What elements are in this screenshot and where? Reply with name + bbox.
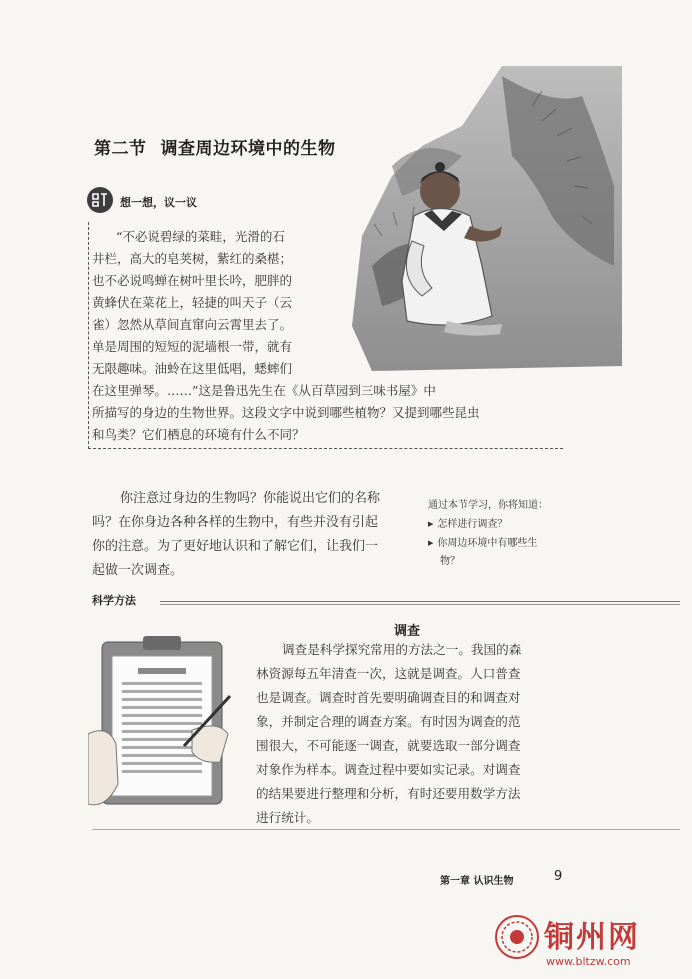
learning-goal-item: ▶ 你周边环境中有哪些生 <box>428 538 538 549</box>
intro-line: 吗？在你身边各种各样的生物中，有些并没有引起 <box>92 515 379 530</box>
triangle-bullet-icon: ▶ <box>428 520 434 528</box>
quote-line: 黄蜂伏在菜花上，轻捷的叫天子（云 <box>92 295 293 310</box>
quote-line: 单是周围的短短的泥墙根一带，就有 <box>92 339 293 354</box>
learning-goals-box <box>428 496 598 571</box>
divider <box>160 601 680 602</box>
triangle-bullet-icon: ▶ <box>428 539 434 547</box>
learning-goal-item: ▶ 怎样进行调查？ <box>428 519 508 530</box>
quote-line: 在这里弹琴。……”这是鲁迅先生在《从百草园到三味书屋》中 <box>92 383 436 398</box>
survey-line: 也是调查。调查时首先要明确调查目的和调查对 <box>256 690 521 705</box>
survey-line: 象，并制定合理的调查方案。有时因为调查的范 <box>256 714 521 729</box>
footer-chapter: 第一章 认识生物 <box>440 876 514 887</box>
quote-line: 雀）忽然从草间直窜向云霄里去了。 <box>92 317 293 332</box>
watermark-seal-icon <box>494 914 540 960</box>
quote-line: 所描写的身边的生物世界。这段文字中说到哪些植物？又提到哪些昆虫 <box>92 405 480 420</box>
watermark-url: www.bltzw.com <box>546 955 631 968</box>
survey-line: 围很大，不可能逐一调查，就要选取一部分调查 <box>256 738 521 753</box>
page-number: 9 <box>554 869 563 884</box>
survey-title: 调查 <box>394 624 421 639</box>
intro-line: 你的注意。为了更好地认识和了解它们，让我们一 <box>92 539 379 554</box>
think-discuss-label: 想一想，议一议 <box>120 196 197 209</box>
intro-line: 你注意过身边的生物吗？你能说出它们的名称 <box>120 491 381 506</box>
survey-line: 对象作为样本。调查过程中要如实记录。对调查 <box>256 762 521 777</box>
section-number: 第二节 <box>94 139 147 159</box>
survey-line: 进行统计。 <box>256 810 319 825</box>
intro-line: 起做一次调查。 <box>92 563 184 578</box>
divider <box>92 829 680 830</box>
quote-line: 井栏，高大的皂荚树，紫红的桑椹； <box>92 251 293 266</box>
quote-line: 也不必说鸣蝉在树叶里长吟，肥胖的 <box>92 273 293 288</box>
divider <box>160 604 680 605</box>
survey-line: 的结果要进行整理和分析，有时还要用数学方法 <box>256 786 521 801</box>
watermark-site-name: 铜州网 <box>544 920 640 955</box>
quote-line: 无限趣味。油蛉在这里低唱，蟋蟀们 <box>92 361 293 376</box>
section-title <box>94 134 336 159</box>
quote-line: 和鸟类？它们栖息的环境有什么不同？ <box>92 427 305 442</box>
survey-line: 林资源每五年清查一次，这就是调查。人口普查 <box>256 666 521 681</box>
science-method-label: 科学方法 <box>92 594 136 607</box>
survey-line: 调查是科学探究常用的方法之一。我国的森 <box>282 642 522 657</box>
section-heading: 调查周边环境中的生物 <box>160 139 336 159</box>
learning-goal-item-continued: 物？ <box>440 556 460 567</box>
quote-line: “不必说碧绿的菜畦，光滑的石 <box>116 229 285 244</box>
think-discuss-icon <box>86 186 114 214</box>
clipboard-survey-illustration <box>88 634 238 814</box>
learning-goals-title: 通过本节学习，你将知道： <box>428 500 548 511</box>
